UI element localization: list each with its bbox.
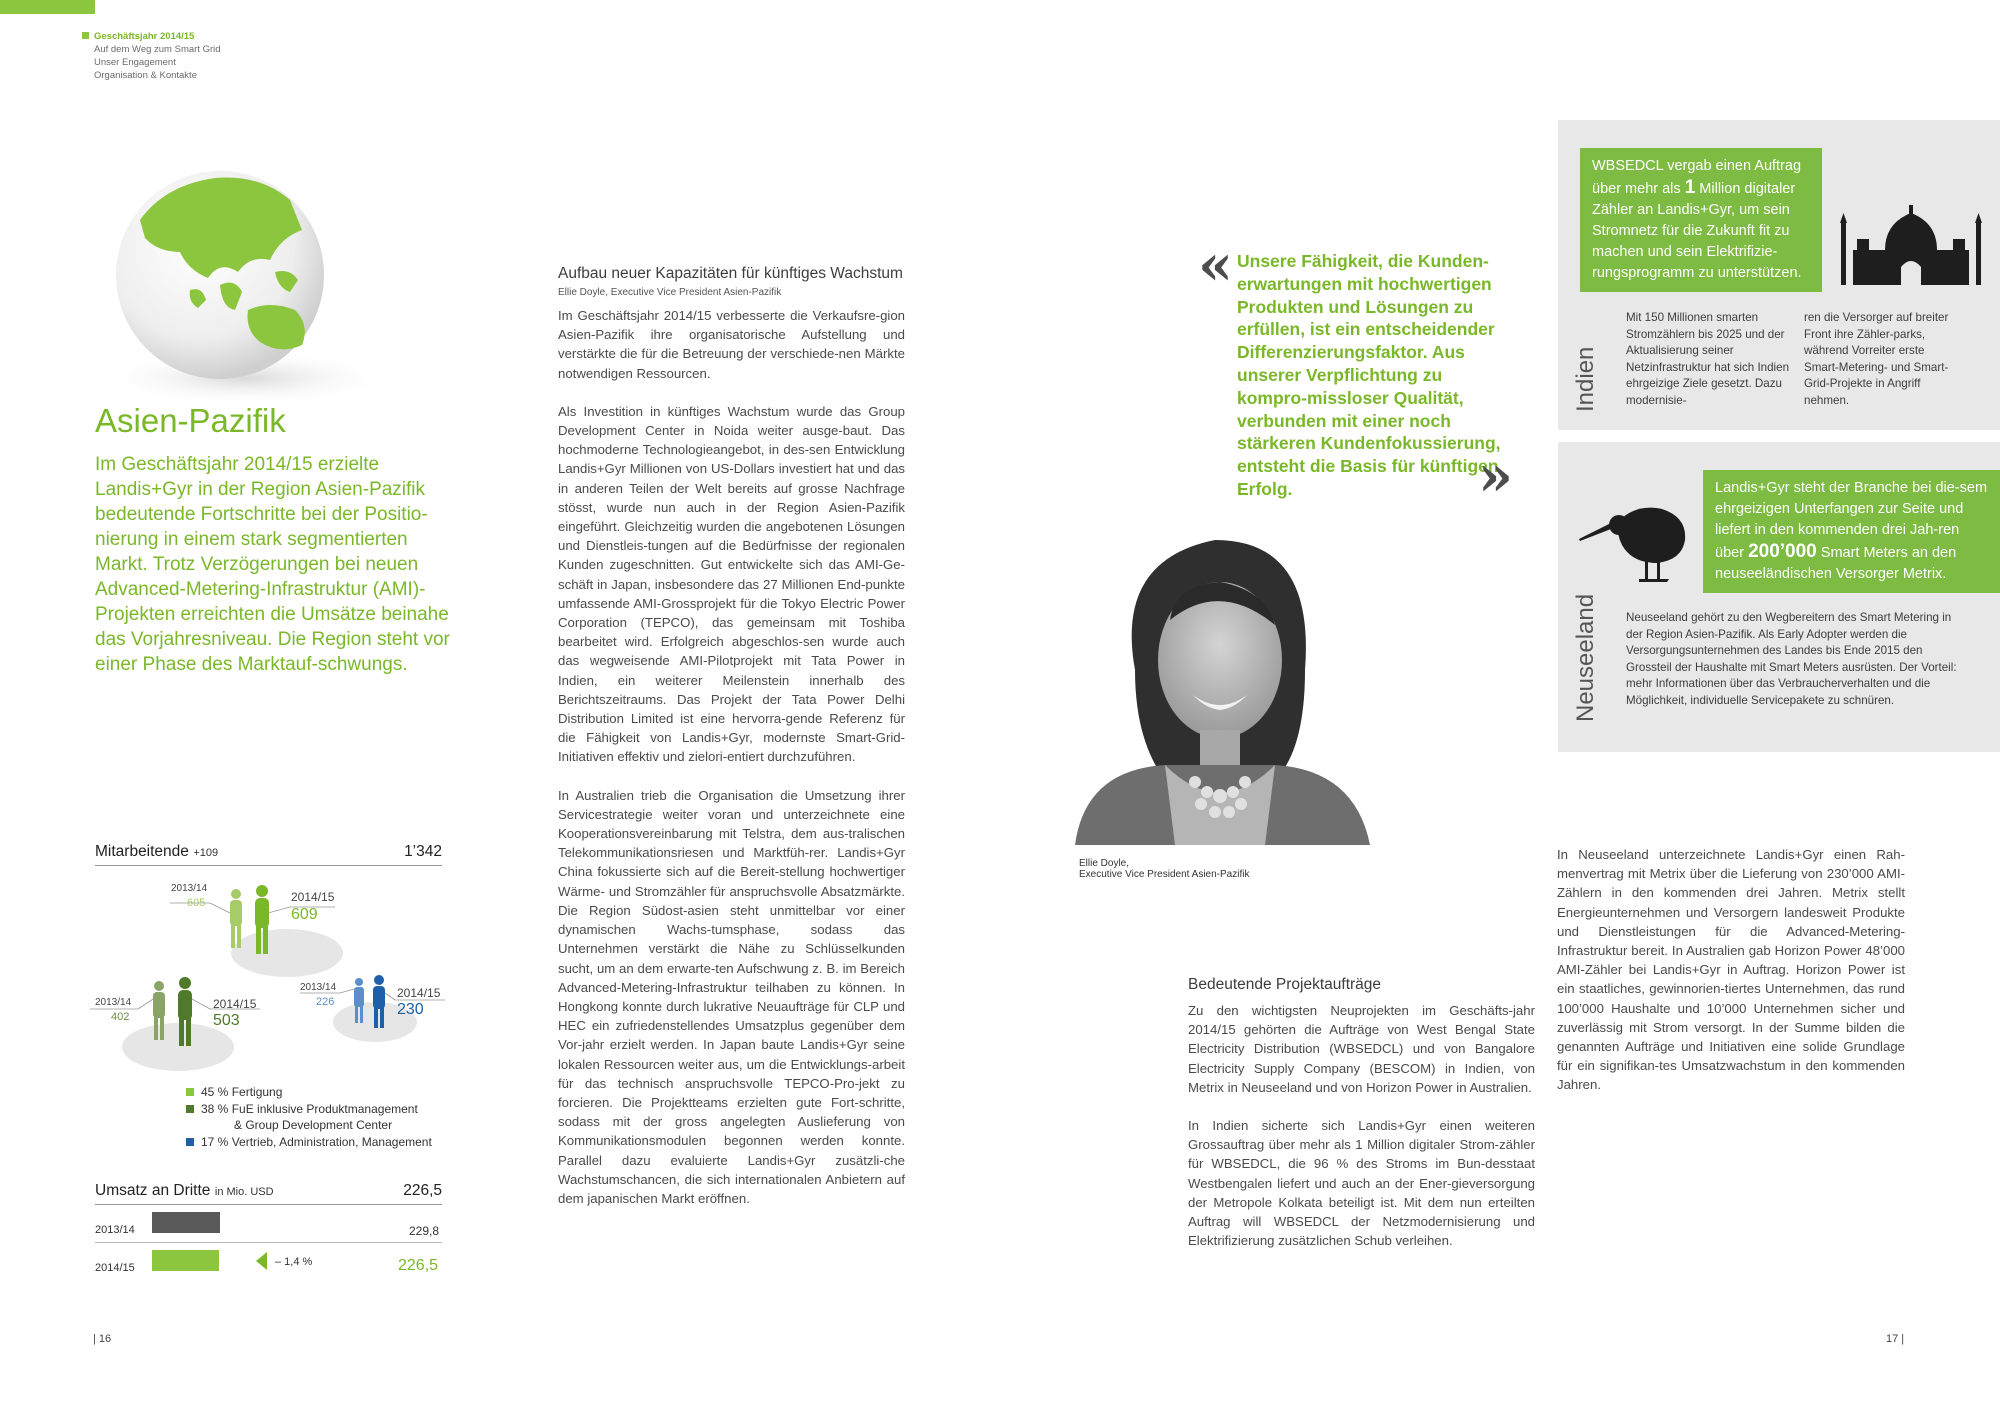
- section-marker: [0, 0, 95, 14]
- legend-swatch: [186, 1088, 194, 1096]
- revenue-change: – 1,4 %: [275, 1256, 313, 1268]
- article: [558, 264, 905, 1227]
- revenue-value-cur: 226,5: [398, 1257, 439, 1274]
- nav-item-fiscal-year[interactable]: Geschäftsjahr 2014/15: [82, 30, 221, 43]
- region-intro: Im Geschäftsjahr 2014/15 erzielte Landis+Gyr in der Region Asien-Pazifik bedeutende Fortschritte bei der Positio-nierung in einem stark segmentierten Markt. Trotz Verzögerungen bei neuen Advanced-Metering-Infrastruktur (AMI)-Projekten erreichten die Umsätze beinahe das Vorjahresniveau. Die Region steht vor einer Phase des Marktauf-schwungs.: [95, 454, 450, 675]
- nav-item-engagement[interactable]: Unser Engagement: [94, 57, 176, 68]
- article-paragraph-1: Im Geschäftsjahr 2014/15 verbesserte die Verkaufsre-gion Asien-Pazifik ihre organisatorische Aufstellung und verstärkte die für die Betreuung der verschiede-nen Märkte notwendigen Ressourcen.: [558, 308, 905, 381]
- employees-title: Mitarbeitende: [95, 843, 189, 860]
- india-text-right: ren die Versorger auf breiter Front ihre Zähler-parks, während Vorreiter erste Smart-Metering- und Smart-Grid-Projekte in Angriff nehmen.: [1804, 311, 1949, 407]
- legend-item-fertigung: 45 % Fertigung: [186, 1084, 432, 1101]
- fue-prev-value: 402: [111, 1011, 130, 1023]
- revenue-year-cur: 2014/15: [95, 1262, 135, 1274]
- nav-bullet-icon: [82, 32, 89, 39]
- legend-item-fue-line2: & Group Development Center: [234, 1118, 393, 1132]
- employees-infographic: [90, 875, 450, 1075]
- portrait-photo: [1075, 520, 1370, 845]
- india-highlight-box: WBSEDCL vergab einen Auftrag über mehr als 1 Million digitaler Zähler an Landis+Gyr, um sein Stromnetz für die Zukunft fit zu machen und sein Elektrifizie-rungsprogramm zu unterstützen.: [1580, 148, 1822, 292]
- nz-highlight-box: Landis+Gyr steht der Branche bei die-sem ehrgeizigen Unterfangen zur Seite und liefert in den kommenden drei Jah-ren über 200’000 Smart Meters an den neuseeländischen Versorger Metrix.: [1703, 470, 2000, 593]
- india-highlight-number: 1: [1684, 177, 1696, 198]
- employees-total: 1’342: [404, 843, 442, 860]
- pull-quote: Unsere Fähigkeit, die Kunden-erwartungen mit hochwertigen Produkten und Lösungen zu erfüllen, ist ein entscheidender Differenzierungsfaktor. Aus unserer Verpflichtung zu kompro-missloser Qualität, verbunden mit einer noch stärkeren Kundenfokussierung, entsteht die Basis für künftigen Erfolg.: [1237, 251, 1501, 499]
- quote-close-icon: »: [1478, 443, 1513, 509]
- revenue-header: [95, 1182, 442, 1205]
- employees-delta: +109: [193, 847, 219, 859]
- vertrieb-cur-year: 2014/15: [397, 986, 441, 1000]
- kiwi-bird-icon: [1577, 495, 1692, 590]
- projects-section: [1188, 975, 1535, 1269]
- revenue-bar-cur: [152, 1250, 219, 1271]
- employees-legend: [186, 1084, 432, 1150]
- revenue-down-arrow-icon: [256, 1252, 267, 1270]
- nz-label: Neuseeland: [1572, 593, 1599, 722]
- employees-header: [95, 843, 442, 866]
- projects-body: [1188, 1001, 1535, 1250]
- revenue-bar-prev: [152, 1212, 220, 1233]
- legend-swatch: [186, 1138, 194, 1146]
- fertigung-cur-value: 609: [291, 906, 318, 923]
- vertrieb-cur-value: 230: [397, 1001, 424, 1018]
- nz-article-text: In Neuseeland unterzeichnete Landis+Gyr einen Rah-menvertrag mit Metrix über die Lieferung von 230’000 AMI-Zählern in den kommenden drei Jahren. Metrix stellt Energieunternehmen und Versorgern landesweit Produkte und Dienstleistungen für die Advanced-Metering-Infrastruktur bereit. In Australien gab Horizon Power 48’000 AMI-Zähler bei Landis+Gyr in Auftrag. Horizon Power ist ein staatliches, gewinnorien-tiertes Unternehmen, das rund 100’000 Haushalte und 10’000 Unternehmen sicher und zuverlässig mit Strom versorgt. In der Summe bilden die genannten Aufträge und Initiativen eine solide Grundlage für ein signifikan-tes Umsatzwachstum in den kommenden Jahren.: [1557, 847, 1905, 1093]
- india-label: Indien: [1572, 346, 1599, 412]
- fue-cur-year: 2014/15: [213, 997, 257, 1011]
- projects-paragraph-2: In Indien sicherte sich Landis+Gyr einen weiteren Grossauftrag über mehr als 1 Million digitaler Strom-zähler für WBSEDCL, die 96 % des Stroms im Bun-desstaat Westbengalen liefert und auch an der Ener-gieversorgung der Metropole Kolkata beteiligt ist. Mit dem nun erteilten Auftrag will WBSEDCL der Netzmodernisierung und Elektrifizierung zusätzlichen Schub verleihen.: [1188, 1118, 1535, 1249]
- photo-caption-name: Ellie Doyle,: [1079, 858, 1130, 869]
- revenue-total: 226,5: [403, 1182, 442, 1199]
- nav-item-organisation[interactable]: Organisation & Kontakte: [94, 70, 197, 81]
- vertrieb-prev-year: 2013/14: [300, 982, 337, 993]
- fue-prev-year: 2013/14: [95, 997, 132, 1008]
- fertigung-prev-value: 605: [187, 897, 206, 909]
- article-heading: Aufbau neuer Kapazitäten für künftiges Wachstum: [558, 265, 903, 282]
- revenue-value-prev: 229,8: [409, 1224, 440, 1238]
- revenue-title: Umsatz an Dritte: [95, 1182, 211, 1199]
- fertigung-cur-year: 2014/15: [291, 890, 335, 904]
- fue-cur-value: 503: [213, 1012, 240, 1029]
- article-byline: Ellie Doyle, Executive Vice President Asien-Pazifik: [558, 287, 782, 298]
- page-number-left: | 16: [93, 1333, 112, 1345]
- article-paragraph-2: Als Investition in künftiges Wachstum wurde das Group Development Center in Noida weiter ausge-baut. Das hochmoderne Technologieangebot, in des-sen Entwicklung Landis+Gyr Millionen von US-Dollars investiert hat und das in anderen Teilen der Welt bereits auf grosse Nachfrage stösst, wurde nun auch in der Region Asien-Pazifik eingeführt. Gleichzeitig wurden die angebotenen Lösungen und Dienstleis-tungen auf die Bedürfnisse der regionalen Kunden zugeschnitten. Gut entwickelte sich das AMI-Ge-schäft in Japan, insbesondere das 27 Millionen End-punkte umfassende AMI-Grossprojekt für die Tokyo Electric Power Corporation (TEPCO), das gemeinsam mit Toshiba bearbeitet wird. Erfolgreich abgeschlos-sen wurde auch das wegweisende AMI-Pilotprojekt mit Tata Power in Indien, ein weiterer Meilenstein innerhalb des Berichtszeitraums. Das Projekt der Tata Power Delhi Distribution Limited ist eine hervorra-gende Referenz für die Fähigkeit von Landis+Gyr, modernste Smart-Grid-Initiativen effektiv und zielori-entiert durchzuführen.: [558, 403, 905, 765]
- india-text-left: Mit 150 Millionen smarten Stromzählern bis 2025 und der Aktualisierung seiner Netzinfrastruktur hat sich Indien ehrgeizige Ziele gesetzt. Dazu modernisie-: [1626, 311, 1790, 407]
- revenue-year-prev: 2013/14: [95, 1224, 135, 1236]
- projects-heading: Bedeutende Projektaufträge: [1188, 976, 1382, 993]
- photo-caption-role: Executive Vice President Asien-Pazifik: [1079, 869, 1250, 880]
- globe-image: [70, 160, 400, 420]
- photo-caption: [1079, 858, 1249, 880]
- revenue-divider: [95, 1242, 442, 1243]
- legend-swatch: [186, 1105, 194, 1113]
- fertigung-prev-year: 2013/14: [171, 883, 208, 894]
- nav-item-smart-grid[interactable]: Auf dem Weg zum Smart Grid: [94, 44, 221, 55]
- projects-paragraph-1: Zu den wichtigsten Neuprojekten im Geschäfts-jahr 2014/15 gehörten die Aufträge von West Bengal State Electricity Distribution (WBSEDCL) und von Bangalore Electricity Supply Company (BESCOM) in Indien, von Metrix in Neuseeland und von Horizon Power in Australien.: [1188, 1003, 1535, 1095]
- quote-open-icon: «: [1198, 232, 1233, 298]
- legend-item-vertrieb: 17 % Vertrieb, Administration, Management: [186, 1134, 432, 1151]
- article-body: [558, 306, 905, 1208]
- vertrieb-prev-value: 226: [316, 996, 335, 1008]
- nz-highlight-number: 200’000: [1748, 541, 1817, 562]
- page-number-right: 17 |: [1886, 1333, 1905, 1345]
- article-paragraph-3: In Australien trieb die Organisation die Umsetzung ihrer Servicestrategie weiter voran und unterzeichnete eine Kooperationsvereinbarung mit Telstra, dem aus-tralischen Telekommunikationsriesen und Marktfüh-rer. Landis+Gyr China fokussierte sich auf die Bereit-stellung hochwertiger Wärme- und Stromzähler für anspruchsvolle Absatzmärkte. Die Region Südost-asien steht unmittelbar vor einer dynamischen Wachs-tumsphase, sodass das Unternehmen verstärkt die Nähe zu Schlüsselkunden sucht, um an dem erwarte-ten Aufschwung z. B. im Bereich Advanced-Metering-Infrastruktur teilhaben zu können. In Hongkong konnte durch lukrative Neuaufträge für CLP und HEC ein zufriedenstellendes Umsatzplus gegenüber dem Vor-jahr erzielt werden. In Japan baute Landis+Gyr seine lokalen Ressourcen weiter aus, um die Entwicklungs-arbeit für das technisch anspruchsvolle TEPCO-Pro-jekt zu forcieren. Die Projektteams erzielten gute Fort-schritte, sodass mit der gross angelegten Auslieferung von Kommunikationsmodulen begonnen werden konnte. Parallel dazu evaluierte Landis+Gyr zusätzli-che Wachstumschancen, die sich internationalen Anbietern auf dem japanischen Markt eröffnen.: [558, 787, 905, 1206]
- section-nav: [82, 30, 221, 82]
- nz-text: Neuseeland gehört zu den Wegbereitern des Smart Metering in der Region Asien-Pazifik. Als Early Adopter werden die Versorgungsunternehmen des Landes bis Ende 2015 den Grossteil der Haushalte mit Smart Meters ausrüsten. Der Vorteil: mehr Informationen über das Verbraucherverhalten und die Möglichkeit, individuelle Servicepakete zu schnüren.: [1626, 611, 1957, 707]
- region-title: Asien-Pazifik: [95, 402, 286, 439]
- taj-mahal-icon: [1837, 205, 1985, 285]
- revenue-unit: in Mio. USD: [214, 1186, 274, 1198]
- legend-item-fue: 38 % FuE inklusive Produktmanagement: [186, 1101, 432, 1118]
